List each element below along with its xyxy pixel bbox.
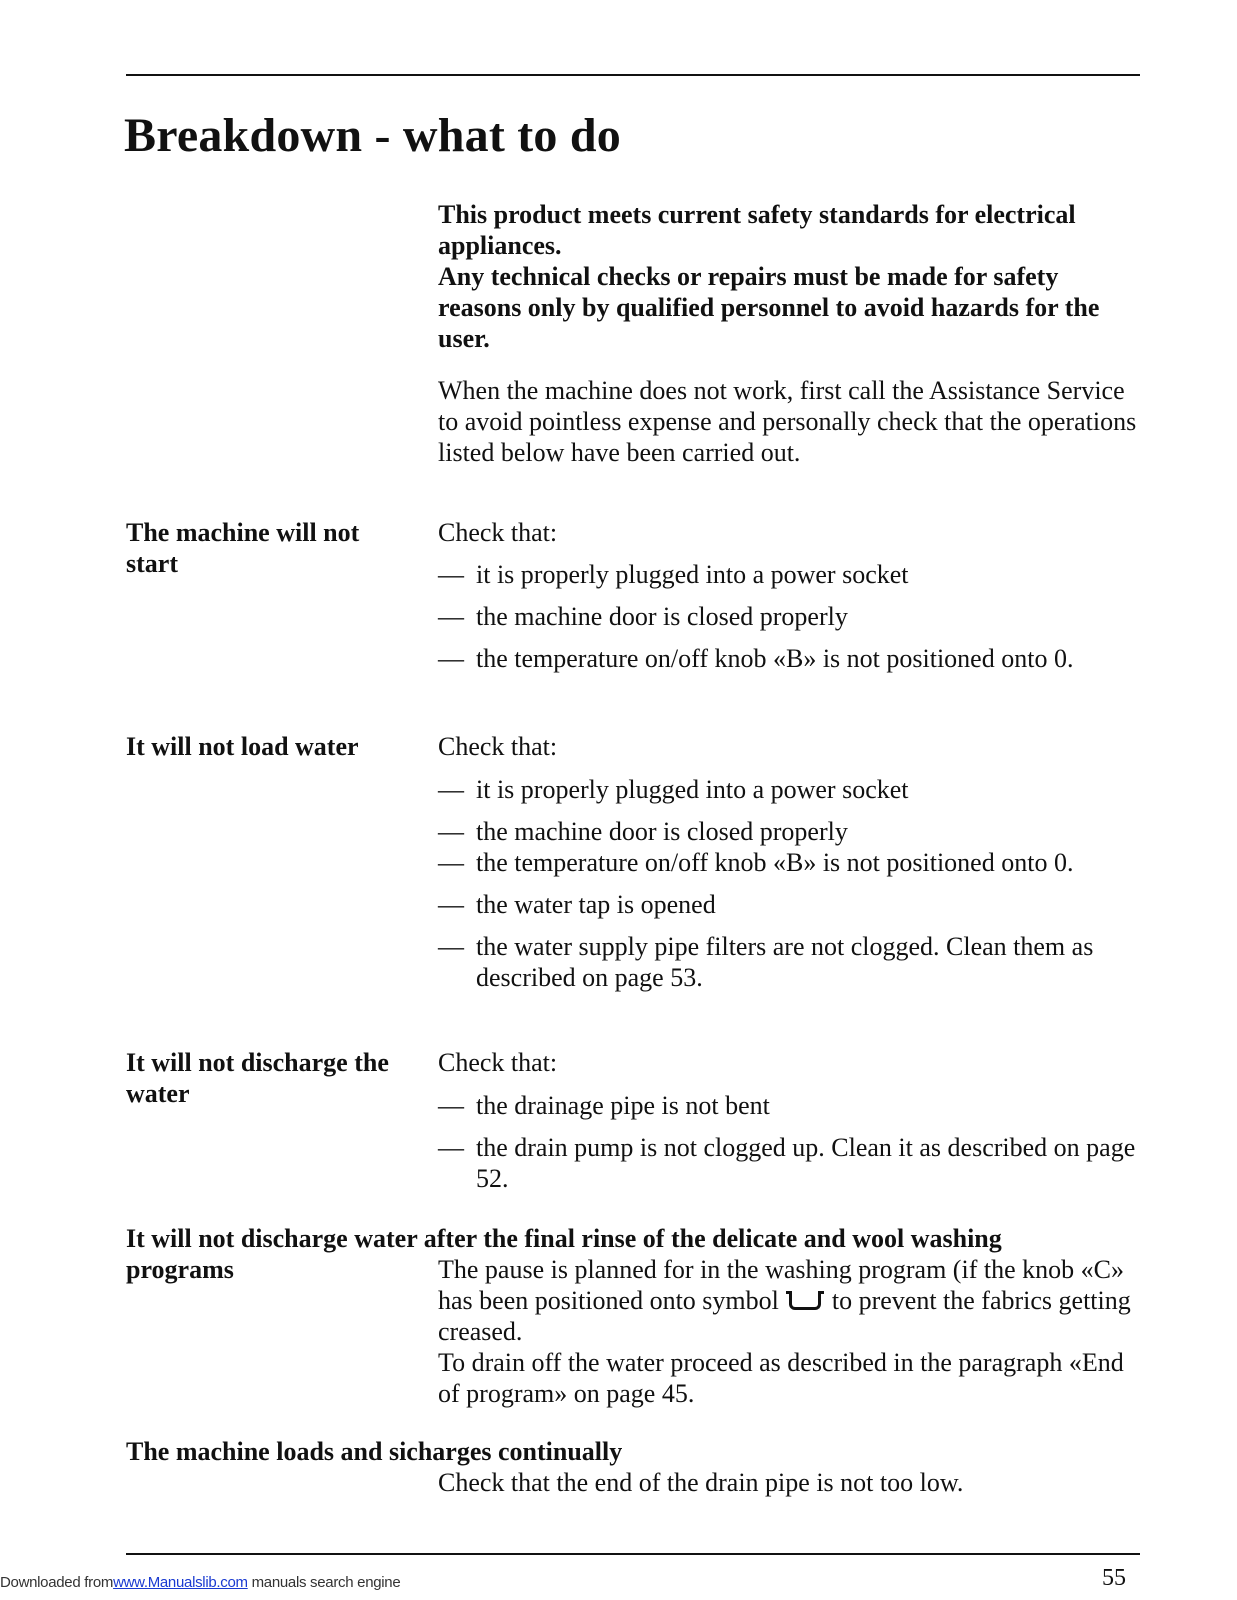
safety-notice <box>438 199 1138 354</box>
bottom-rule <box>126 1553 1140 1555</box>
check-list <box>438 774 1138 993</box>
delicate-heading: It will not discharge water after the final rinse of the delicate and wool washing <box>126 1224 1002 1253</box>
check-list <box>438 559 1138 674</box>
safety-line-1: This product meets current safety standards for electrical appliances. <box>438 200 1076 260</box>
section-heading-will-not-start: The machine will not start <box>126 518 360 578</box>
check-item: — the drainage pipe is not bent <box>438 1090 1138 1121</box>
delicate-text <box>438 1254 1138 1409</box>
continual-text: Check that the end of the drain pipe is not too low. <box>438 1468 964 1497</box>
rinse-hold-tub-icon <box>789 1294 821 1310</box>
footer-link[interactable]: www.Manualslib.com <box>113 1574 248 1591</box>
delicate-text-b: to prevent the fabrics getting creased. <box>438 1286 1131 1346</box>
section-heading-will-not-load-water: It will not load water <box>126 732 359 761</box>
check-item: — the water supply pipe filters are not clogged. Clean them as described on page 53. <box>438 931 1138 993</box>
footer <box>0 1574 400 1591</box>
delicate-heading-cont: programs <box>126 1255 234 1284</box>
delicate-paragraph-1 <box>438 1254 1138 1347</box>
intro-paragraph <box>438 375 1138 468</box>
delicate-paragraph-2: To drain off the water proceed as described in the paragraph «End of program» on page 45. <box>438 1348 1124 1408</box>
footer-suffix: manuals search engine <box>251 1574 401 1591</box>
check-label: Check that: <box>438 732 558 761</box>
check-item: — the drain pump is not clogged up. Clean it as described on page 52. <box>438 1132 1138 1194</box>
check-item: — it is properly plugged into a power socket <box>438 774 1138 805</box>
check-item: — the machine door is closed properly <box>438 601 1138 632</box>
section-will-not-start <box>438 517 1138 674</box>
check-label: Check that: <box>438 518 558 547</box>
delicate-text-a: The pause is planned for in the washing program (if the knob «C» has been positioned onto symbol <box>438 1255 1124 1315</box>
page-number: 55 <box>1102 1565 1126 1591</box>
continual-heading: The machine loads and sicharges continually <box>126 1437 623 1466</box>
check-item: — the temperature on/off knob «B» is not positioned onto 0. <box>438 847 1138 878</box>
page-title: Breakdown - what to do <box>124 109 621 162</box>
section-will-not-discharge <box>438 1047 1138 1194</box>
footer-prefix: Downloaded from <box>0 1574 114 1591</box>
check-item: — the temperature on/off knob «B» is not positioned onto 0. <box>438 643 1138 674</box>
section-will-not-load-water <box>438 731 1138 993</box>
check-label: Check that: <box>438 1048 558 1077</box>
check-item: — the machine door is closed properly <box>438 816 1138 847</box>
safety-line-2: Any technical checks or repairs must be made for safety reasons only by qualified personnel to avoid hazards for the user. <box>438 262 1100 353</box>
section-heading-will-not-discharge: It will not discharge the water <box>126 1048 389 1108</box>
top-rule <box>126 74 1140 76</box>
intro-text: When the machine does not work, first call the Assistance Service to avoid pointless expense and personally check that the operations listed below have been carried out. <box>438 376 1137 467</box>
check-item: — the water tap is opened <box>438 889 1138 920</box>
check-item: — it is properly plugged into a power socket <box>438 559 1138 590</box>
check-list <box>438 1090 1138 1194</box>
